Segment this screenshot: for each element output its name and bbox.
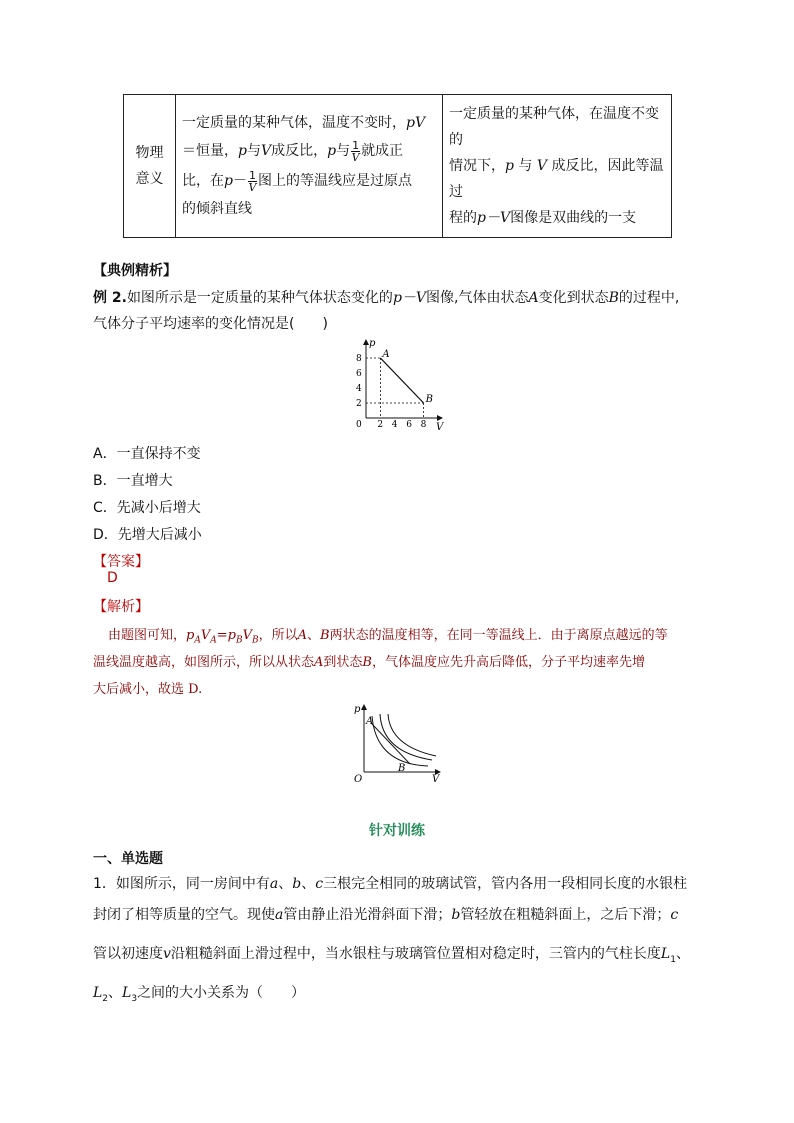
question1-line4: $L_2$、$L_3$之间的大小关系为（ ） <box>93 985 306 1004</box>
training-title: 针对训练 <box>369 823 425 839</box>
row-label-line1: 物理 <box>135 145 164 161</box>
option-a[interactable]: A．一直保持不变 <box>93 446 201 462</box>
example-question-line2: 气体分子平均速率的变化情况是( ) <box>93 316 328 332</box>
x-tick-label-4: 4 <box>391 420 398 430</box>
x-tick-label-0: 0 <box>356 420 362 430</box>
y-tick-label-2: 2 <box>356 399 362 409</box>
pv-chart <box>350 336 450 432</box>
example-question-line1: 例 2.如图所示是一定质量的某种气体状态变化的p－V图像,气体由状态A变化到状态B的过程中, <box>93 290 680 306</box>
right-line2: 情况下，p 与 V 成反比，因此等温过 <box>449 158 664 200</box>
section-header-examples: 【典例精析】 <box>93 263 177 279</box>
fraction-1-over-v-2: $\frac{1}{V}$ <box>248 168 257 194</box>
answer-value: D <box>107 570 118 586</box>
fig2-point-b: B <box>398 763 406 774</box>
fig2-point-a: A <box>366 716 374 727</box>
y-tick-label-4: 4 <box>356 384 362 394</box>
mid-line4: 的倾斜直线 <box>182 201 252 217</box>
mid-line1: 一定质量的某种气体，温度不变时，pV <box>182 115 426 131</box>
analysis-line3: 大后减小，故选 D. <box>93 682 203 697</box>
row-label-line2: 意义 <box>135 171 164 187</box>
mid-line3: 比，在p－ $\frac{1}{V}$ 图上的等温线应是过原点 <box>182 168 412 194</box>
process-line-ab <box>372 724 410 764</box>
right-line1: 一定质量的某种气体，在温度不变的 <box>449 106 659 148</box>
point-label-b: B <box>425 394 433 405</box>
fig2-v-label: V <box>432 774 440 784</box>
x-tick-label-8: 8 <box>420 420 427 430</box>
isotherm-pv-graph-cell <box>443 95 672 238</box>
row-label-cell <box>124 95 176 238</box>
fraction-1-over-v: $\frac{1}{V}$ <box>351 138 360 164</box>
point-label-a: A <box>382 349 390 360</box>
isotherm-pv-meaning-cell <box>176 95 443 238</box>
question1-line3: 管以初速度v沿粗糙斜面上滑过程中，当水银柱与玻璃管位置相对稳定时，三管内的气柱长度$L_1$、 <box>93 946 690 965</box>
process-line-a-to-b <box>380 358 423 403</box>
option-d[interactable]: D．先增大后减小 <box>93 527 202 543</box>
analysis-line1: 由题图可知，$p_AV_A=p_BV_B$，所以A、B两状态的温度相等，在同一等温线上．由于离原点越远的等 <box>108 628 668 646</box>
right-line3: 程的p－V图像是双曲线的一支 <box>449 210 637 226</box>
x-axis-label: V <box>436 422 444 432</box>
x-tick-label-2: 2 <box>377 420 384 430</box>
isotherm-curve-1 <box>372 716 428 766</box>
option-c[interactable]: C．先减小后增大 <box>93 500 201 516</box>
mid-line2: ＝恒量，p与V成反比，p与 $\frac{1}{V}$ 就成正 <box>182 138 404 164</box>
question1-line1: 1．如图所示，同一房间中有a、b、c三根完全相同的玻璃试管，管内各用一段相同长度的水银柱 <box>93 876 688 892</box>
analysis-line2: 温线温度越高，如图所示，所以从状态A到状态B，气体温度应先升高后降低，分子平均速率先增 <box>93 655 645 670</box>
answer-header: 【答案】 <box>93 554 149 570</box>
question1-line2: 封闭了相等质量的空气。现使a管由静止沿光滑斜面下滑；b管轻放在粗糙斜面上，之后下滑；c <box>93 907 679 923</box>
isotherm-curve-3 <box>388 714 436 756</box>
isotherm-figure <box>350 702 445 784</box>
y-tick-label-6: 6 <box>356 369 362 379</box>
option-b[interactable]: B．一直增大 <box>93 473 173 489</box>
fig2-origin-label: O <box>354 774 363 784</box>
analysis-formula: $p_AV_A=p_BV_B$ <box>186 628 259 646</box>
comparison-table <box>123 94 672 238</box>
y-axis-label: p <box>369 338 376 349</box>
x-tick-label-6: 6 <box>406 420 412 430</box>
y-tick-label-8: 8 <box>356 354 362 364</box>
single-choice-header: 一、单选题 <box>93 851 163 867</box>
fig2-p-label: p <box>354 704 361 715</box>
analysis-header: 【解析】 <box>93 599 149 615</box>
